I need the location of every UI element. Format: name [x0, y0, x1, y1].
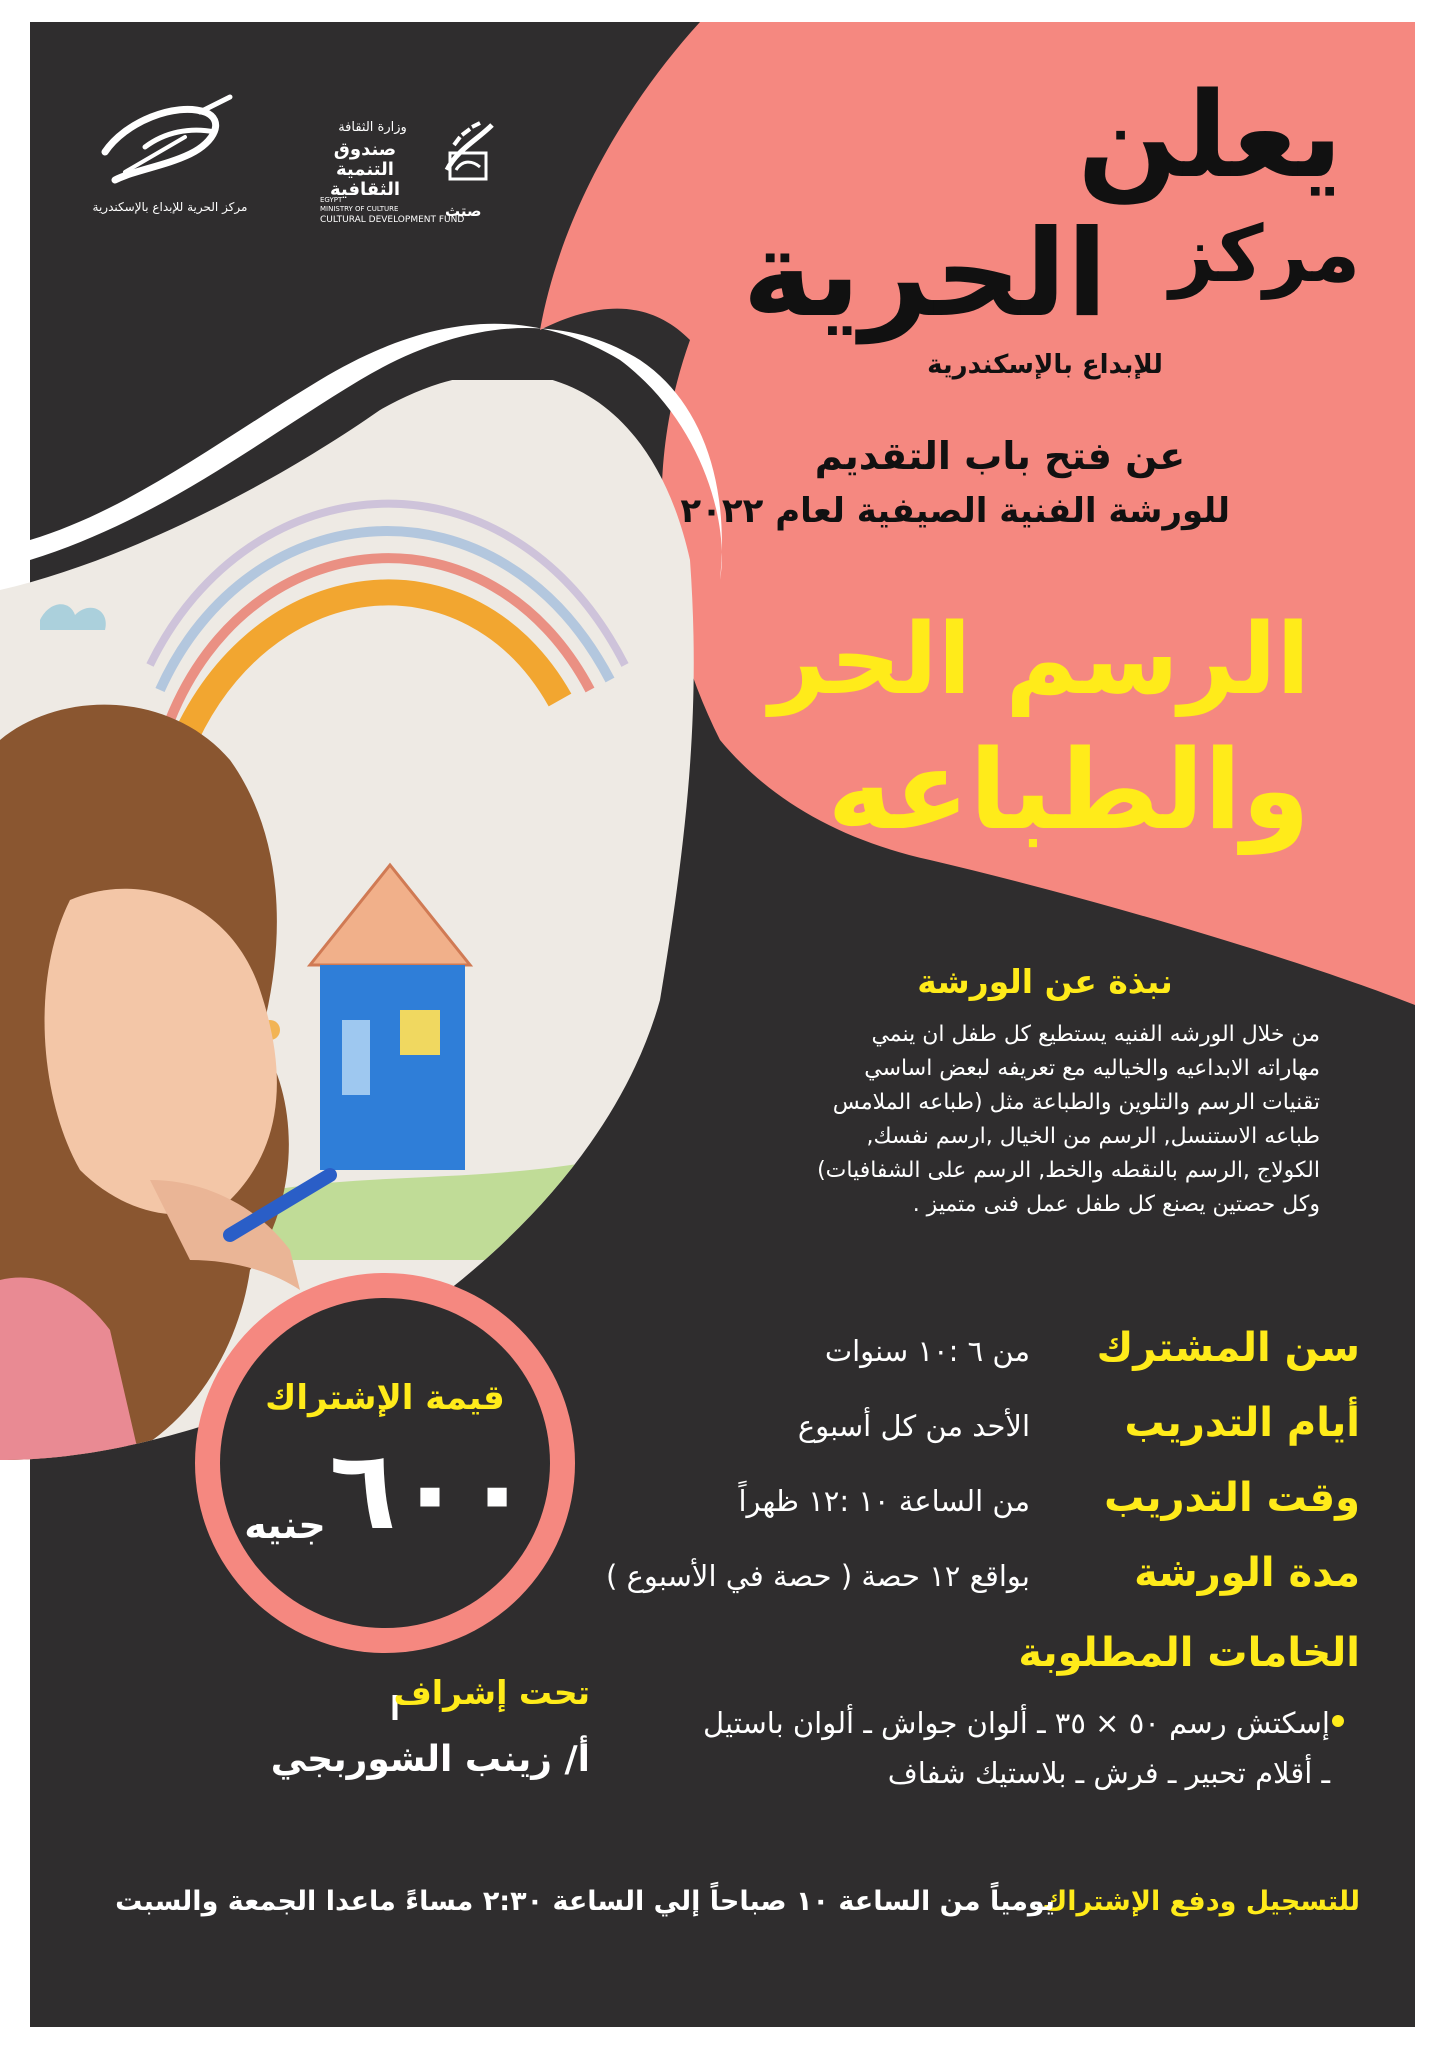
materials-line2: ـ أقلام تحبير ـ فرش ـ بلاستيك شفاف [887, 1756, 1330, 1790]
header-center: مركز [1169, 210, 1361, 300]
about-text [680, 1018, 1320, 1222]
supervision-name: أ/ زينب الشوربجي [270, 1739, 590, 1780]
fee-heading: قيمة الإشتراك [265, 1378, 505, 1418]
about-line: مهاراته الابداعيه والخياليه مع تعريفه لبعض اساسي [864, 1056, 1320, 1081]
fund-name-en: CULTURAL DEVELOPMENT FUND [320, 215, 465, 225]
materials-bullet [1332, 1715, 1344, 1727]
about-line: طباعه الاستنسل, الرسم من الخيال ,ارسم نفسك, [866, 1124, 1320, 1149]
header-subtitle: للإبداع بالإسكندرية [927, 350, 1163, 380]
workshop-title-line1: الرسم الحر [769, 603, 1310, 717]
center-logo-caption: مركز الحرية للإبداع بالإسكندرية [92, 200, 248, 214]
registration-text: يومياً من الساعة ١٠ صباحاً إلي الساعة ٢:٣٠ مساءً ماعدا الجمعة والسبت [115, 1886, 1055, 1917]
fund-logo [320, 120, 520, 230]
materials-heading: الخامات المطلوبة [1018, 1630, 1360, 1676]
supervision-heading: تحت إشراف [393, 1673, 590, 1712]
fee-currency: جنيه [244, 1503, 326, 1547]
fund-name-ar: صندوق التنمية الثقافية [329, 139, 401, 200]
detail-value-age: من ٦ :١٠ سنوات [824, 1334, 1030, 1368]
about-line: تقنيات الرسم والتلوين والطباعة مثل (طباعه الملامس [832, 1090, 1320, 1115]
center-logo [92, 92, 248, 214]
header-announces: يعلن [1077, 66, 1343, 204]
detail-label-days: أيام التدريب [1124, 1400, 1360, 1446]
materials-line1: إسكتش رسم ٥٠ × ٣٥ ـ ألوان جواش ـ ألوان باستيل [703, 1706, 1330, 1740]
detail-label-time: وقت التدريب [1104, 1475, 1360, 1521]
about-line: الكولاج ,الرسم بالنقطه والخط, الرسم على الشفافيات) [817, 1158, 1320, 1183]
header-line2: للورشة الفنية الصيفية لعام ٢٠٢٢ [680, 491, 1230, 531]
fund-ministry-ar: وزارة الثقافة [338, 120, 407, 135]
fund-ministry-en: MINISTRY OF CULTURE [320, 205, 399, 213]
center-logo-icon [95, 92, 245, 192]
fee-amount: ٦٠٠ [329, 1426, 531, 1554]
drawn-house [320, 965, 465, 1170]
detail-value-time: من الساعة ١٠ :١٢ ظهراً [738, 1484, 1030, 1518]
about-heading: نبذة عن الورشة [917, 962, 1173, 1001]
fund-egypt-en: EGYPT [320, 196, 343, 204]
registration-label: للتسجيل ودفع الإشتراك [1042, 1886, 1360, 1917]
drawn-window [400, 1010, 440, 1055]
detail-label-age: سن المشترك [1096, 1325, 1360, 1371]
about-line: وكل حصتين يصنع كل طفل عمل فنى متميز . [912, 1192, 1320, 1217]
header-name: الحرية [742, 205, 1108, 344]
detail-label-duration: مدة الورشة [1134, 1550, 1360, 1596]
about-line: من خلال الورشه الفنيه يستطيع كل طفل ان ينمي [871, 1022, 1320, 1047]
detail-value-days: الأحد من كل أسبوع [797, 1409, 1030, 1443]
drawn-door [342, 1020, 370, 1095]
header-line1: عن فتح باب التقديم [814, 434, 1186, 478]
detail-value-duration: بواقع ١٢ حصة ( حصة في الأسبوع ) [606, 1559, 1030, 1593]
workshop-title-line2: والطباعه [827, 726, 1310, 854]
fund-emblem-icon [432, 115, 502, 200]
fund-mark: صتث [445, 202, 482, 220]
